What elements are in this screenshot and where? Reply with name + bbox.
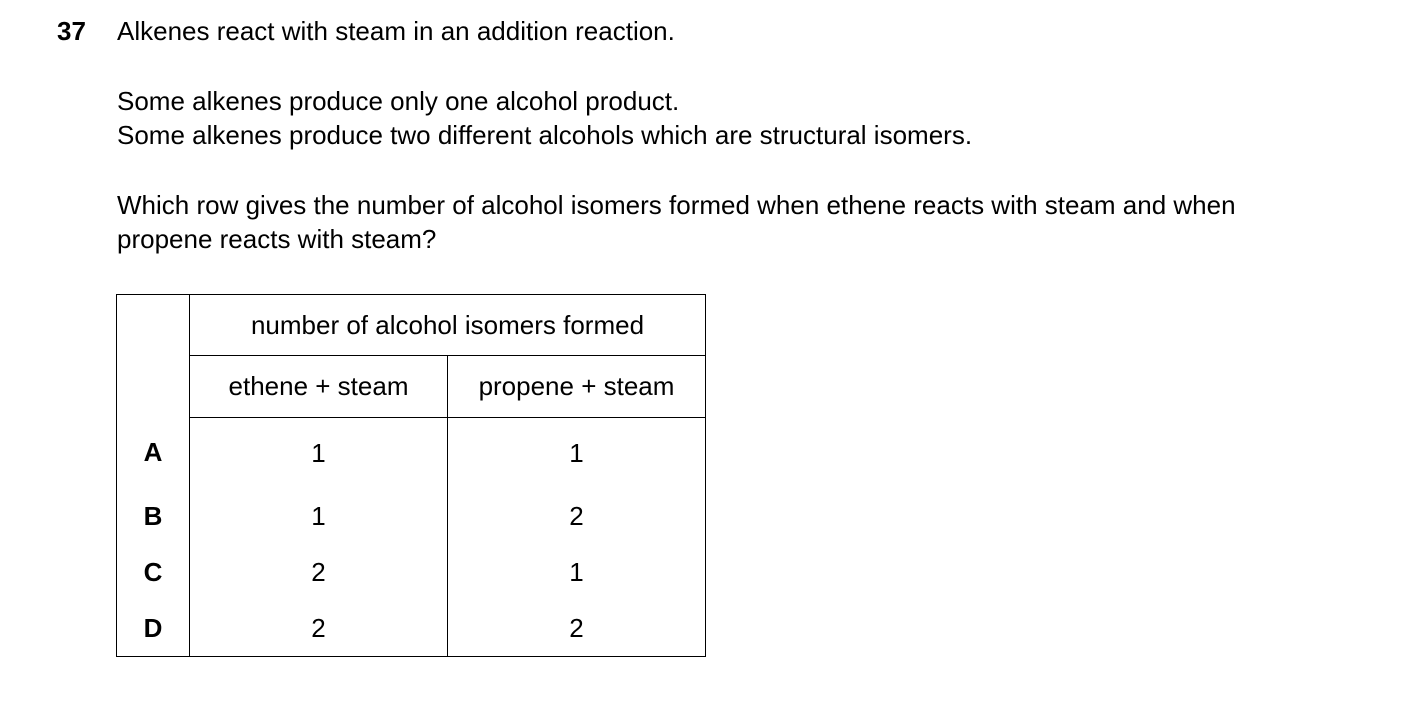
table-header-row <box>117 295 706 356</box>
group-header: number of alcohol isomers formed <box>190 295 706 356</box>
propene-value: 1 <box>448 544 706 600</box>
option-letter: B <box>117 488 190 544</box>
table-row <box>117 488 706 544</box>
col-header-propene: propene + steam <box>448 356 706 418</box>
question-prompt-line-2: propene reacts with steam? <box>117 224 437 254</box>
question-statement-1: Some alkenes produce only one alcohol product. <box>117 86 680 116</box>
answer-table <box>116 294 706 657</box>
table-row <box>117 544 706 600</box>
propene-value: 1 <box>448 418 706 489</box>
option-letter: A <box>117 418 190 489</box>
option-letter: D <box>117 600 190 657</box>
question-intro: Alkenes react with steam in an addition reaction. <box>117 16 675 46</box>
question-prompt-line-1: Which row gives the number of alcohol isomers formed when ethene reacts with steam and when <box>117 190 1236 220</box>
propene-value: 2 <box>448 600 706 657</box>
option-header-cell <box>117 295 190 418</box>
table-row <box>117 600 706 657</box>
propene-value: 2 <box>448 488 706 544</box>
option-letter: C <box>117 544 190 600</box>
question-number: 37 <box>57 16 86 46</box>
col-header-ethene: ethene + steam <box>190 356 448 418</box>
table-subheader-row <box>117 356 706 418</box>
ethene-value: 2 <box>190 600 448 657</box>
ethene-value: 1 <box>190 488 448 544</box>
ethene-value: 1 <box>190 418 448 489</box>
question-statement-2: Some alkenes produce two different alcohols which are structural isomers. <box>117 120 973 150</box>
table-row <box>117 418 706 489</box>
ethene-value: 2 <box>190 544 448 600</box>
